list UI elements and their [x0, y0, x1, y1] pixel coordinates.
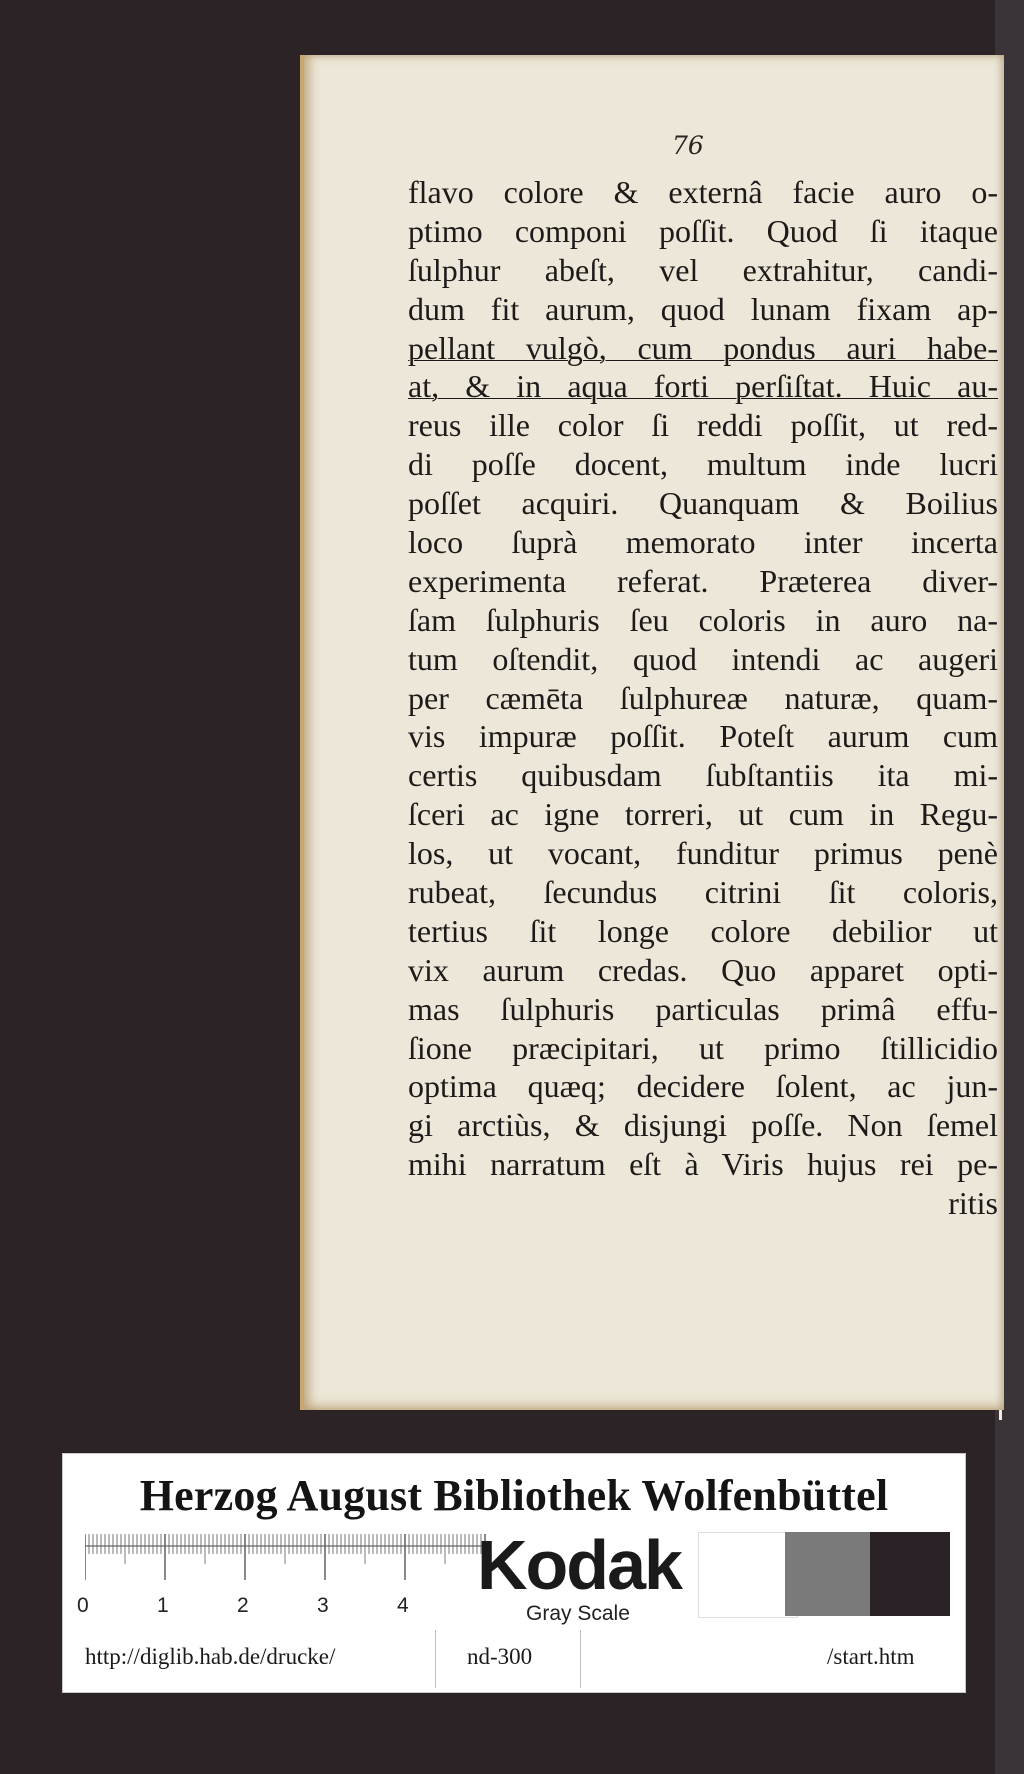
page-number: 76	[672, 131, 704, 160]
catchword: ritis	[948, 1185, 998, 1222]
gray-scale-label: Gray Scale	[526, 1602, 630, 1625]
text-line: di poſſe docent, multum inde lucri	[408, 446, 998, 483]
text-line: per cæmēta ſulphureæ naturæ, quam-	[408, 679, 998, 716]
shelfmark: nd-300	[467, 1644, 533, 1669]
kodak-logo: Kodak	[477, 1526, 681, 1604]
color-calibration-card	[62, 1453, 966, 1693]
ruler-ticks	[85, 1534, 485, 1580]
text-line: flavo colore & externâ facie auro o-	[408, 174, 998, 210]
ruler-number: 4	[397, 1594, 409, 1617]
text-line: experimenta referat. Præterea diver-	[408, 562, 998, 599]
text-line: ptimo componi poſſit. Quod ſi itaque	[408, 212, 998, 249]
url-suffix: /start.htm	[827, 1644, 915, 1669]
text-line: mihi narratum eſt à Viris hujus rei pe-	[408, 1146, 998, 1183]
text-line: optima quæq; decidere ſolent, ac jun-	[408, 1068, 998, 1105]
text-line: tum oſtendit, quod intendi ac augeri	[408, 640, 998, 677]
ruler-scale	[85, 1534, 525, 1584]
text-line: pellant vulgò, cum pondus auri habe-	[408, 329, 998, 366]
ruler-number: 3	[317, 1594, 329, 1617]
text-line: loco ſuprà memorato inter incerta	[408, 524, 998, 561]
text-line: mas ſulphuris particulas primâ effu-	[408, 990, 998, 1027]
text-line: ſulphur abeſt, vel extrahitur, candi-	[408, 251, 998, 288]
swatch-white	[698, 1532, 798, 1618]
text-line: ſione præcipitari, ut primo ſtillicidio	[408, 1029, 998, 1066]
book-page	[300, 55, 1004, 1410]
swatch-black	[870, 1532, 950, 1616]
url-prefix: http://diglib.hab.de/drucke/	[85, 1644, 336, 1669]
text-line: certis quibusdam ſubſtantiis ita mi-	[408, 757, 998, 794]
ruler-number: 2	[237, 1594, 249, 1617]
text-line: gi arctiùs, & disjungi poſſe. Non ſemel	[408, 1107, 998, 1144]
text-line: reus ille color ſi reddi poſſit, ut red-	[408, 407, 998, 444]
page-text	[408, 173, 998, 1223]
text-line: dum fit aurum, quod lunam fixam ap-	[408, 290, 998, 327]
ruler-number: 1	[157, 1594, 169, 1617]
text-line: poſſet acquiri. Quanquam & Boilius	[408, 485, 998, 522]
text-line: vix aurum credas. Quo apparet opti-	[408, 951, 998, 988]
swatch-gray	[785, 1532, 870, 1616]
institution-name: Herzog August Bibliothek Wolfenbüttel	[139, 1471, 889, 1520]
text-line: ſceri ac igne torreri, ut cum in Regu-	[408, 796, 998, 833]
text-line: at, & in aqua forti perſiſtat. Huic au-	[408, 368, 998, 405]
text-line: los, ut vocant, funditur primus penè	[408, 835, 998, 872]
text-line: tertius ſit longe colore debilior ut	[408, 912, 998, 949]
text-line: rubeat, ſecundus citrini ſit coloris,	[408, 874, 998, 911]
text-line: ſam ſulphuris ſeu coloris in auro na-	[408, 601, 998, 638]
ruler-number: 0	[77, 1594, 89, 1617]
text-line: vis impuræ poſſit. Poteſt aurum cum	[408, 718, 998, 755]
